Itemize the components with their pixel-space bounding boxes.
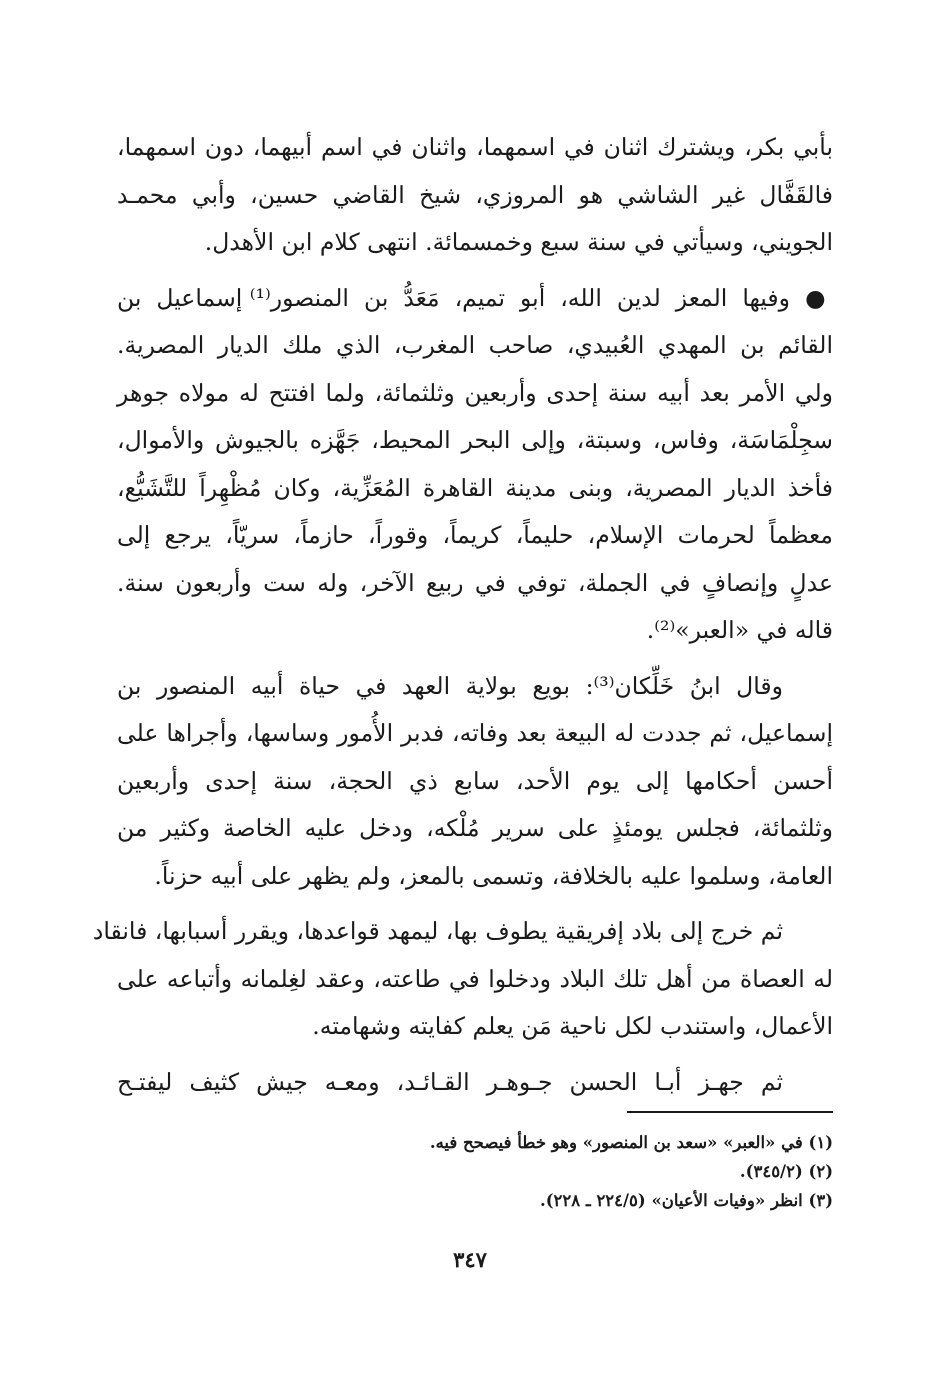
text-line: فأخذ الديار المصرية، وبنى مدينة القاهرة المُعَزِّية، وكان مُظْهِراً للتَّشَيُّع،	[117, 473, 833, 502]
text-line: له العصاة من أهل تلك البلاد ودخلوا في طاعته، وعقد لغِلمانه وأتباعه على	[117, 964, 833, 993]
text-line: معظماً لحرمات الإسلام، حليماً، كريماً، وقوراً، حازماً، سريّاً، يرجع إلى	[117, 521, 833, 549]
text-line: ولي الأمر بعد أبيه سنة إحدى وأربعين وثلثمائة، ولما افتتح له مولاه جوهر	[117, 378, 833, 407]
footnote: (٢) (٣٤٥/٢).	[739, 1162, 833, 1181]
paragraph-3	[117, 663, 833, 901]
paragraph-gap	[117, 655, 833, 663]
text-line: وثلثمائة، فجلس يومئذٍ على سرير مُلْكه، ودخل عليه الخاصة وكثير من	[117, 814, 833, 842]
paragraph-gap	[117, 1051, 833, 1059]
text-line: فالقَفَّال غير الشاشي هو المروزي، شيخ القاضي حسين، وأبي محمـد	[117, 180, 833, 209]
page-number: ٣٤٧	[453, 1247, 487, 1272]
text-line: بأبي بكر، ويشترك اثنان في اسمهما، واثنان في اسم أبيهما، دون اسمهما،	[117, 133, 833, 161]
footnote: (١) في «العبر» «سعد بن المنصور» وهو خطأ فيصحح فيه.	[429, 1133, 833, 1152]
text-line: العامة، وسلموا عليه بالخلافة، وتسمى بالمعز، ولم يظهر على أبيه حزناً.	[154, 861, 833, 890]
text-line: سجِلْمَاسَة، وفاس، وسبتة، وإلى البحر المحيط، جَهَّزه بالجيوش والأموال،	[117, 426, 833, 454]
paragraph-gap	[117, 900, 833, 908]
footnote: (٣) انظر «وفيات الأعيان» (٢٢٤/٥ ـ ٢٢٨).	[539, 1191, 833, 1210]
text-line: أحسن أحكامها إلى يوم الأحد، سابع ذي الحجة، سنة إحدى وأربعين	[117, 766, 833, 795]
paragraph-1	[117, 124, 833, 267]
paragraph-2	[117, 275, 833, 655]
paragraph-5	[117, 1059, 833, 1107]
text-line: ثم جهـز أبـا الحسن جـوهـر القـائـد، ومعـه جيش كثيف ليفتـح	[117, 1067, 783, 1096]
main-text	[92, 124, 833, 1106]
paragraph-4	[92, 908, 833, 1051]
text-line: إسماعيل، ثم جددت له البيعة بعد وفاته، فدبر الأُمور وساسها، وأجراها على	[117, 719, 833, 747]
text-line: وقال ابنُ خَلِّكان⁽³⁾: بويع بولاية العهد في حياة أبيه المنصور بن	[117, 671, 783, 700]
footnotes	[300, 1128, 833, 1215]
text-line: ● وفيها المعز لدين الله، أبو تميم، مَعَدُّ بن المنصور⁽¹⁾ إسماعيل بن	[117, 283, 833, 312]
text-line: القائم بن المهدي العُبيدي، صاحب المغرب، الذي ملك الديار المصرية.	[117, 331, 833, 359]
text-line: الجويني، وسيأتي في سنة سبع وخمسمائة. انتهى كلام ابن الأهدل.	[204, 228, 833, 256]
text-line: الأعمال، واستندب لكل ناحية مَن يعلم كفايته وشهامته.	[312, 1012, 833, 1040]
text-line: ثم خرج إلى بلاد إفريقية يطوف بها، ليمهد قواعدها، ويقرر أسبابها، فانقاد	[92, 917, 783, 945]
footnote-separator	[627, 1111, 833, 1113]
text-line: قاله في «العبر»⁽²⁾.	[646, 616, 833, 644]
text-line: عدلٍ وإنصافٍ في الجملة، توفي في ربيع الآخر، وله ست وأربعون سنة.	[117, 568, 833, 597]
paragraph-gap	[117, 267, 833, 275]
